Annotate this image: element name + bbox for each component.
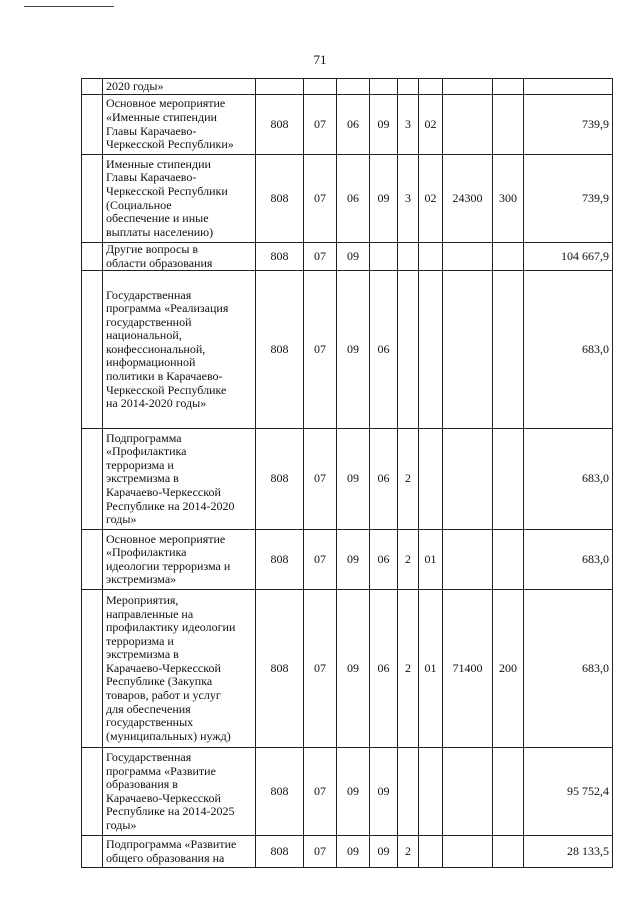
program-code — [370, 243, 398, 271]
program-code: 06 — [370, 530, 398, 590]
amount-cell: 683,0 — [524, 590, 613, 748]
program-code: 06 — [370, 590, 398, 748]
direction-code — [443, 530, 493, 590]
blank-cell — [82, 95, 103, 155]
name-line: Основное мероприятие — [106, 531, 226, 546]
pr-code: 09 — [337, 836, 370, 868]
amount-cell: 683,0 — [524, 271, 613, 429]
subprogram-code — [398, 748, 419, 836]
event-code — [419, 271, 443, 429]
name-line: терроризма и — [106, 633, 174, 648]
table-row — [82, 530, 613, 590]
amount-cell: 28 133,5 — [524, 836, 613, 868]
row-name-cell — [103, 271, 256, 429]
name-line: национальной, — [106, 328, 182, 343]
gr-code: 808 — [256, 530, 304, 590]
program-code: 09 — [370, 748, 398, 836]
subprogram-code: 3 — [398, 95, 419, 155]
row-name-cell — [103, 79, 256, 95]
direction-code — [443, 271, 493, 429]
vr-code — [493, 530, 524, 590]
name-line: направленные на — [106, 606, 194, 621]
rz-code: 07 — [304, 530, 337, 590]
name-line: Государственная — [106, 287, 192, 302]
direction-code — [443, 836, 493, 868]
name-line: общего образования на — [106, 850, 225, 865]
pr-code: 06 — [337, 155, 370, 243]
subprogram-code — [398, 271, 419, 429]
direction-code — [443, 748, 493, 836]
name-line: Подпрограмма «Развитие — [106, 837, 237, 852]
event-code — [419, 836, 443, 868]
name-line: Государственная — [106, 749, 192, 764]
direction-code — [443, 429, 493, 530]
name-line: на 2014-2020 годы» — [106, 396, 207, 411]
name-line: годы» — [106, 817, 137, 832]
vr-code — [493, 95, 524, 155]
rz-code: 07 — [304, 836, 337, 868]
program-code: 06 — [370, 429, 398, 530]
name-line: «Именные стипендии — [106, 109, 217, 124]
name-line: Основное мероприятие — [106, 96, 226, 111]
gr-code: 808 — [256, 243, 304, 271]
program-code: 06 — [370, 271, 398, 429]
name-line: выплаты населению) — [106, 224, 214, 239]
event-code — [419, 243, 443, 271]
name-line: области образования — [106, 255, 213, 270]
name-line: обеспечение и иные — [106, 211, 209, 226]
blank-cell — [82, 79, 103, 95]
rz-code: 07 — [304, 429, 337, 530]
name-line: товаров, работ и услуг — [106, 688, 221, 703]
blank-cell — [82, 271, 103, 429]
program-code: 09 — [370, 155, 398, 243]
amount-cell: 739,9 — [524, 155, 613, 243]
header-rule — [24, 6, 114, 7]
event-code: 02 — [419, 95, 443, 155]
program-code — [370, 79, 398, 95]
name-line: Подпрограмма — [106, 430, 182, 445]
rz-code: 07 — [304, 748, 337, 836]
row-name-cell — [103, 155, 256, 243]
amount-cell — [524, 79, 613, 95]
name-line: Именные стипендии — [106, 156, 211, 171]
pr-code: 09 — [337, 530, 370, 590]
subprogram-code: 2 — [398, 429, 419, 530]
name-line: 2020 годы» — [106, 78, 164, 93]
page-number: 71 — [313, 52, 327, 67]
name-line: Республике (Закупка — [106, 674, 213, 689]
amount-cell: 683,0 — [524, 429, 613, 530]
gr-code: 808 — [256, 271, 304, 429]
pr-code: 09 — [337, 748, 370, 836]
name-line: (Социальное — [106, 197, 172, 212]
name-line: идеологии терроризма и — [106, 558, 231, 573]
gr-code: 808 — [256, 429, 304, 530]
event-code — [419, 79, 443, 95]
name-line: образования в — [106, 777, 178, 792]
name-line: Черкесской Республике — [106, 382, 227, 397]
name-line: Главы Карачаево- — [106, 123, 197, 138]
amount-cell: 739,9 — [524, 95, 613, 155]
subprogram-code — [398, 243, 419, 271]
table-row — [82, 243, 613, 271]
table-row — [82, 836, 613, 868]
name-line: информационной — [106, 355, 196, 370]
budget-table — [81, 78, 613, 868]
subprogram-code: 2 — [398, 836, 419, 868]
amount-cell: 683,0 — [524, 530, 613, 590]
blank-cell — [82, 836, 103, 868]
blank-cell — [82, 243, 103, 271]
name-line: Карачаево-Черкесской — [106, 484, 221, 499]
vr-code — [493, 429, 524, 530]
subprogram-code — [398, 79, 419, 95]
name-line: Карачаево-Черкесской — [106, 660, 221, 675]
pr-code: 06 — [337, 95, 370, 155]
gr-code: 808 — [256, 95, 304, 155]
name-line: программа «Развитие — [106, 763, 216, 778]
event-code: 01 — [419, 530, 443, 590]
name-line: для обеспечения — [106, 701, 191, 716]
direction-code — [443, 243, 493, 271]
name-line: экстремизма в — [106, 647, 179, 662]
name-line: государственной — [106, 314, 192, 329]
rz-code: 07 — [304, 155, 337, 243]
vr-code — [493, 271, 524, 429]
table-row — [82, 271, 613, 429]
row-name-cell — [103, 429, 256, 530]
name-line: политики в Карачаево- — [106, 369, 223, 384]
amount-cell: 95 752,4 — [524, 748, 613, 836]
rz-code: 07 — [304, 243, 337, 271]
blank-cell — [82, 429, 103, 530]
name-line: экстремизма» — [106, 572, 177, 587]
name-line: Черкесской Республики — [106, 183, 228, 198]
direction-code: 24300 — [443, 155, 493, 243]
pr-code: 09 — [337, 271, 370, 429]
table-row — [82, 95, 613, 155]
row-name-cell — [103, 95, 256, 155]
name-line: профилактику идеологии — [106, 620, 236, 635]
name-line: Республике на 2014-2020 — [106, 498, 235, 513]
direction-code — [443, 95, 493, 155]
gr-code: 808 — [256, 836, 304, 868]
program-code: 09 — [370, 95, 398, 155]
name-line: конфессиональной, — [106, 341, 206, 356]
amount-cell: 104 667,9 — [524, 243, 613, 271]
name-line: экстремизма в — [106, 471, 179, 486]
pr-code — [337, 79, 370, 95]
rz-code: 07 — [304, 95, 337, 155]
row-name-cell — [103, 748, 256, 836]
gr-code — [256, 79, 304, 95]
direction-code: 71400 — [443, 590, 493, 748]
blank-cell — [82, 590, 103, 748]
event-code: 01 — [419, 590, 443, 748]
vr-code — [493, 79, 524, 95]
vr-code — [493, 243, 524, 271]
event-code — [419, 429, 443, 530]
subprogram-code: 2 — [398, 590, 419, 748]
name-line: государственных — [106, 715, 194, 730]
name-line: «Профилактика — [106, 545, 187, 560]
table-row — [82, 429, 613, 530]
blank-cell — [82, 530, 103, 590]
table-row — [82, 590, 613, 748]
blank-cell — [82, 748, 103, 836]
rz-code: 07 — [304, 590, 337, 748]
vr-code — [493, 748, 524, 836]
name-line: программа «Реализация — [106, 301, 229, 316]
blank-cell — [82, 155, 103, 243]
name-line: Карачаево-Черкесской — [106, 790, 221, 805]
row-name-cell — [103, 836, 256, 868]
gr-code: 808 — [256, 590, 304, 748]
name-line: «Профилактика — [106, 444, 187, 459]
name-line: годы» — [106, 512, 137, 527]
event-code — [419, 748, 443, 836]
table-row — [82, 748, 613, 836]
event-code: 02 — [419, 155, 443, 243]
rz-code — [304, 79, 337, 95]
name-line: Мероприятия, — [106, 592, 179, 607]
table-row — [82, 155, 613, 243]
subprogram-code: 3 — [398, 155, 419, 243]
pr-code: 09 — [337, 429, 370, 530]
pr-code: 09 — [337, 590, 370, 748]
program-code: 09 — [370, 836, 398, 868]
gr-code: 808 — [256, 748, 304, 836]
gr-code: 808 — [256, 155, 304, 243]
name-line: (муниципальных) нужд) — [106, 728, 231, 743]
vr-code: 200 — [493, 590, 524, 748]
name-line: Черкесской Республики» — [106, 137, 234, 152]
name-line: Главы Карачаево- — [106, 170, 197, 185]
row-name-cell — [103, 243, 256, 271]
rz-code: 07 — [304, 271, 337, 429]
table-row — [82, 79, 613, 95]
pr-code: 09 — [337, 243, 370, 271]
name-line: Республике на 2014-2025 — [106, 804, 235, 819]
direction-code — [443, 79, 493, 95]
row-name-cell — [103, 530, 256, 590]
name-line: терроризма и — [106, 457, 174, 472]
vr-code: 300 — [493, 155, 524, 243]
row-name-cell — [103, 590, 256, 748]
subprogram-code: 2 — [398, 530, 419, 590]
vr-code — [493, 836, 524, 868]
name-line: Другие вопросы в — [106, 242, 199, 256]
